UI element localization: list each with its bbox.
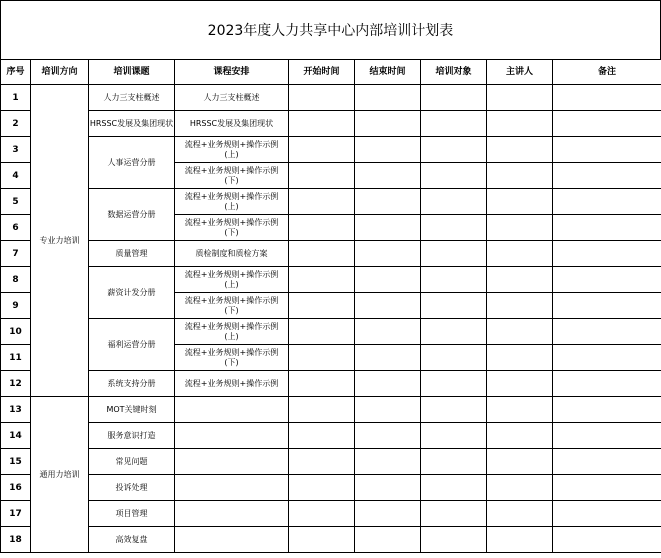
- audience-cell[interactable]: [421, 527, 487, 553]
- topic-cell: 数据运营分册: [89, 189, 175, 241]
- table-row: [1, 475, 661, 501]
- start-time-cell[interactable]: [289, 241, 355, 267]
- arrangement-cell: 流程+业务规则+操作示例 (上): [175, 189, 289, 215]
- row-no: 10: [1, 319, 31, 345]
- header-topic: 培训课题: [89, 60, 175, 85]
- row-no: 1: [1, 85, 31, 111]
- remarks-cell[interactable]: [553, 241, 661, 267]
- speaker-cell[interactable]: [487, 85, 553, 111]
- audience-cell[interactable]: [421, 189, 487, 215]
- header-direction: 培训方向: [31, 60, 89, 85]
- end-time-cell[interactable]: [355, 501, 421, 527]
- topic-cell: 薪资计发分册: [89, 267, 175, 319]
- sheet-title: 2023年度人力共享中心内部培训计划表: [0, 0, 661, 60]
- start-time-cell[interactable]: [289, 501, 355, 527]
- remarks-cell[interactable]: [553, 319, 661, 345]
- start-time-cell[interactable]: [289, 293, 355, 319]
- start-time-cell[interactable]: [289, 137, 355, 163]
- table-body: [1, 85, 661, 553]
- arrangement-cell: 人力三支柱概述: [175, 85, 289, 111]
- end-time-cell[interactable]: [355, 319, 421, 345]
- header-end-time: 结束时间: [355, 60, 421, 85]
- row-no: 17: [1, 501, 31, 527]
- start-time-cell[interactable]: [289, 111, 355, 137]
- end-time-cell[interactable]: [355, 111, 421, 137]
- arrangement-cell: 流程+业务规则+操作示例 (上): [175, 137, 289, 163]
- table-row: [1, 501, 661, 527]
- start-time-cell[interactable]: [289, 397, 355, 423]
- arrangement-cell[interactable]: [175, 501, 289, 527]
- end-time-cell[interactable]: [355, 527, 421, 553]
- arrangement-cell: 流程+业务规则+操作示例 (上): [175, 319, 289, 345]
- remarks-cell[interactable]: [553, 293, 661, 319]
- audience-cell[interactable]: [421, 397, 487, 423]
- end-time-cell[interactable]: [355, 137, 421, 163]
- speaker-cell[interactable]: [487, 501, 553, 527]
- row-no: 13: [1, 397, 31, 423]
- speaker-cell[interactable]: [487, 215, 553, 241]
- table-row: [1, 371, 661, 397]
- end-time-cell[interactable]: [355, 371, 421, 397]
- start-time-cell[interactable]: [289, 215, 355, 241]
- remarks-cell[interactable]: [553, 215, 661, 241]
- start-time-cell[interactable]: [289, 527, 355, 553]
- arrangement-cell: 流程+业务规则+操作示例: [175, 371, 289, 397]
- header-row: [1, 60, 661, 85]
- end-time-cell[interactable]: [355, 423, 421, 449]
- topic-cell: 投诉处理: [89, 475, 175, 501]
- row-no: 4: [1, 163, 31, 189]
- topic-cell: 福利运营分册: [89, 319, 175, 371]
- row-no: 14: [1, 423, 31, 449]
- remarks-cell[interactable]: [553, 345, 661, 371]
- header-arrangement: 课程安排: [175, 60, 289, 85]
- row-no: 2: [1, 111, 31, 137]
- topic-cell: 项目管理: [89, 501, 175, 527]
- topic-cell: 服务意识打造: [89, 423, 175, 449]
- arrangement-cell: 质检制度和质检方案: [175, 241, 289, 267]
- end-time-cell[interactable]: [355, 293, 421, 319]
- topic-cell: 高效复盘: [89, 527, 175, 553]
- start-time-cell[interactable]: [289, 267, 355, 293]
- end-time-cell[interactable]: [355, 345, 421, 371]
- end-time-cell[interactable]: [355, 449, 421, 475]
- remarks-cell[interactable]: [553, 163, 661, 189]
- audience-cell[interactable]: [421, 501, 487, 527]
- speaker-cell[interactable]: [487, 293, 553, 319]
- speaker-cell[interactable]: [487, 189, 553, 215]
- speaker-cell[interactable]: [487, 267, 553, 293]
- arrangement-cell: 流程+业务规则+操作示例 (上): [175, 267, 289, 293]
- training-plan-table: [0, 59, 661, 553]
- start-time-cell[interactable]: [289, 423, 355, 449]
- audience-cell[interactable]: [421, 319, 487, 345]
- row-no: 9: [1, 293, 31, 319]
- remarks-cell[interactable]: [553, 111, 661, 137]
- arrangement-cell: HRSSC发展及集团现状: [175, 111, 289, 137]
- topic-cell: MOT关键时刻: [89, 397, 175, 423]
- row-no: 5: [1, 189, 31, 215]
- audience-cell[interactable]: [421, 449, 487, 475]
- start-time-cell[interactable]: [289, 449, 355, 475]
- table-row: [1, 319, 661, 345]
- start-time-cell[interactable]: [289, 475, 355, 501]
- arrangement-cell[interactable]: [175, 449, 289, 475]
- arrangement-cell[interactable]: [175, 475, 289, 501]
- row-no: 16: [1, 475, 31, 501]
- audience-cell[interactable]: [421, 241, 487, 267]
- start-time-cell[interactable]: [289, 319, 355, 345]
- remarks-cell[interactable]: [553, 449, 661, 475]
- table-row: [1, 527, 661, 553]
- audience-cell[interactable]: [421, 371, 487, 397]
- table-row: [1, 267, 661, 293]
- row-no: 8: [1, 267, 31, 293]
- row-no: 6: [1, 215, 31, 241]
- remarks-cell[interactable]: [553, 501, 661, 527]
- row-no: 12: [1, 371, 31, 397]
- arrangement-cell[interactable]: [175, 423, 289, 449]
- speaker-cell[interactable]: [487, 319, 553, 345]
- topic-cell: 人力三支柱概述: [89, 85, 175, 111]
- header-speaker: 主讲人: [487, 60, 553, 85]
- arrangement-cell: 流程+业务规则+操作示例 (下): [175, 345, 289, 371]
- row-no: 15: [1, 449, 31, 475]
- table-row: [1, 189, 661, 215]
- remarks-cell[interactable]: [553, 423, 661, 449]
- row-no: 18: [1, 527, 31, 553]
- arrangement-cell: 流程+业务规则+操作示例 (下): [175, 215, 289, 241]
- row-no: 3: [1, 137, 31, 163]
- topic-cell: HRSSC发展及集团现状: [89, 111, 175, 137]
- end-time-cell[interactable]: [355, 241, 421, 267]
- end-time-cell[interactable]: [355, 189, 421, 215]
- audience-cell[interactable]: [421, 475, 487, 501]
- start-time-cell[interactable]: [289, 345, 355, 371]
- audience-cell[interactable]: [421, 85, 487, 111]
- row-no: 11: [1, 345, 31, 371]
- speaker-cell[interactable]: [487, 527, 553, 553]
- table-row: [1, 397, 661, 423]
- remarks-cell[interactable]: [553, 137, 661, 163]
- audience-cell[interactable]: [421, 215, 487, 241]
- end-time-cell[interactable]: [355, 85, 421, 111]
- speaker-cell[interactable]: [487, 111, 553, 137]
- end-time-cell[interactable]: [355, 397, 421, 423]
- end-time-cell[interactable]: [355, 267, 421, 293]
- start-time-cell[interactable]: [289, 85, 355, 111]
- speaker-cell[interactable]: [487, 371, 553, 397]
- arrangement-cell[interactable]: [175, 527, 289, 553]
- audience-cell[interactable]: [421, 423, 487, 449]
- audience-cell[interactable]: [421, 137, 487, 163]
- audience-cell[interactable]: [421, 345, 487, 371]
- audience-cell[interactable]: [421, 267, 487, 293]
- end-time-cell[interactable]: [355, 215, 421, 241]
- start-time-cell[interactable]: [289, 163, 355, 189]
- speaker-cell[interactable]: [487, 345, 553, 371]
- table-row: [1, 241, 661, 267]
- remarks-cell[interactable]: [553, 475, 661, 501]
- start-time-cell[interactable]: [289, 371, 355, 397]
- header-no: 序号: [1, 60, 31, 85]
- arrangement-cell[interactable]: [175, 397, 289, 423]
- remarks-cell[interactable]: [553, 189, 661, 215]
- speaker-cell[interactable]: [487, 423, 553, 449]
- topic-cell: 人事运营分册: [89, 137, 175, 189]
- remarks-cell[interactable]: [553, 527, 661, 553]
- remarks-cell[interactable]: [553, 397, 661, 423]
- audience-cell[interactable]: [421, 163, 487, 189]
- end-time-cell[interactable]: [355, 475, 421, 501]
- header-start-time: 开始时间: [289, 60, 355, 85]
- row-no: 7: [1, 241, 31, 267]
- speaker-cell[interactable]: [487, 397, 553, 423]
- audience-cell[interactable]: [421, 111, 487, 137]
- table-row: [1, 449, 661, 475]
- remarks-cell[interactable]: [553, 267, 661, 293]
- speaker-cell[interactable]: [487, 137, 553, 163]
- audience-cell[interactable]: [421, 293, 487, 319]
- remarks-cell[interactable]: [553, 85, 661, 111]
- topic-cell: 系统支持分册: [89, 371, 175, 397]
- speaker-cell[interactable]: [487, 449, 553, 475]
- table-row: [1, 85, 661, 111]
- table-row: [1, 423, 661, 449]
- direction-cell: 通用力培训: [31, 397, 89, 553]
- end-time-cell[interactable]: [355, 163, 421, 189]
- direction-cell: 专业力培训: [31, 85, 89, 397]
- header-audience: 培训对象: [421, 60, 487, 85]
- speaker-cell[interactable]: [487, 475, 553, 501]
- speaker-cell[interactable]: [487, 241, 553, 267]
- header-remarks: 备注: [553, 60, 661, 85]
- table-row: [1, 111, 661, 137]
- table-row: [1, 137, 661, 163]
- topic-cell: 质量管理: [89, 241, 175, 267]
- topic-cell: 常见问题: [89, 449, 175, 475]
- speaker-cell[interactable]: [487, 163, 553, 189]
- arrangement-cell: 流程+业务规则+操作示例 (下): [175, 293, 289, 319]
- arrangement-cell: 流程+业务规则+操作示例 (下): [175, 163, 289, 189]
- start-time-cell[interactable]: [289, 189, 355, 215]
- remarks-cell[interactable]: [553, 371, 661, 397]
